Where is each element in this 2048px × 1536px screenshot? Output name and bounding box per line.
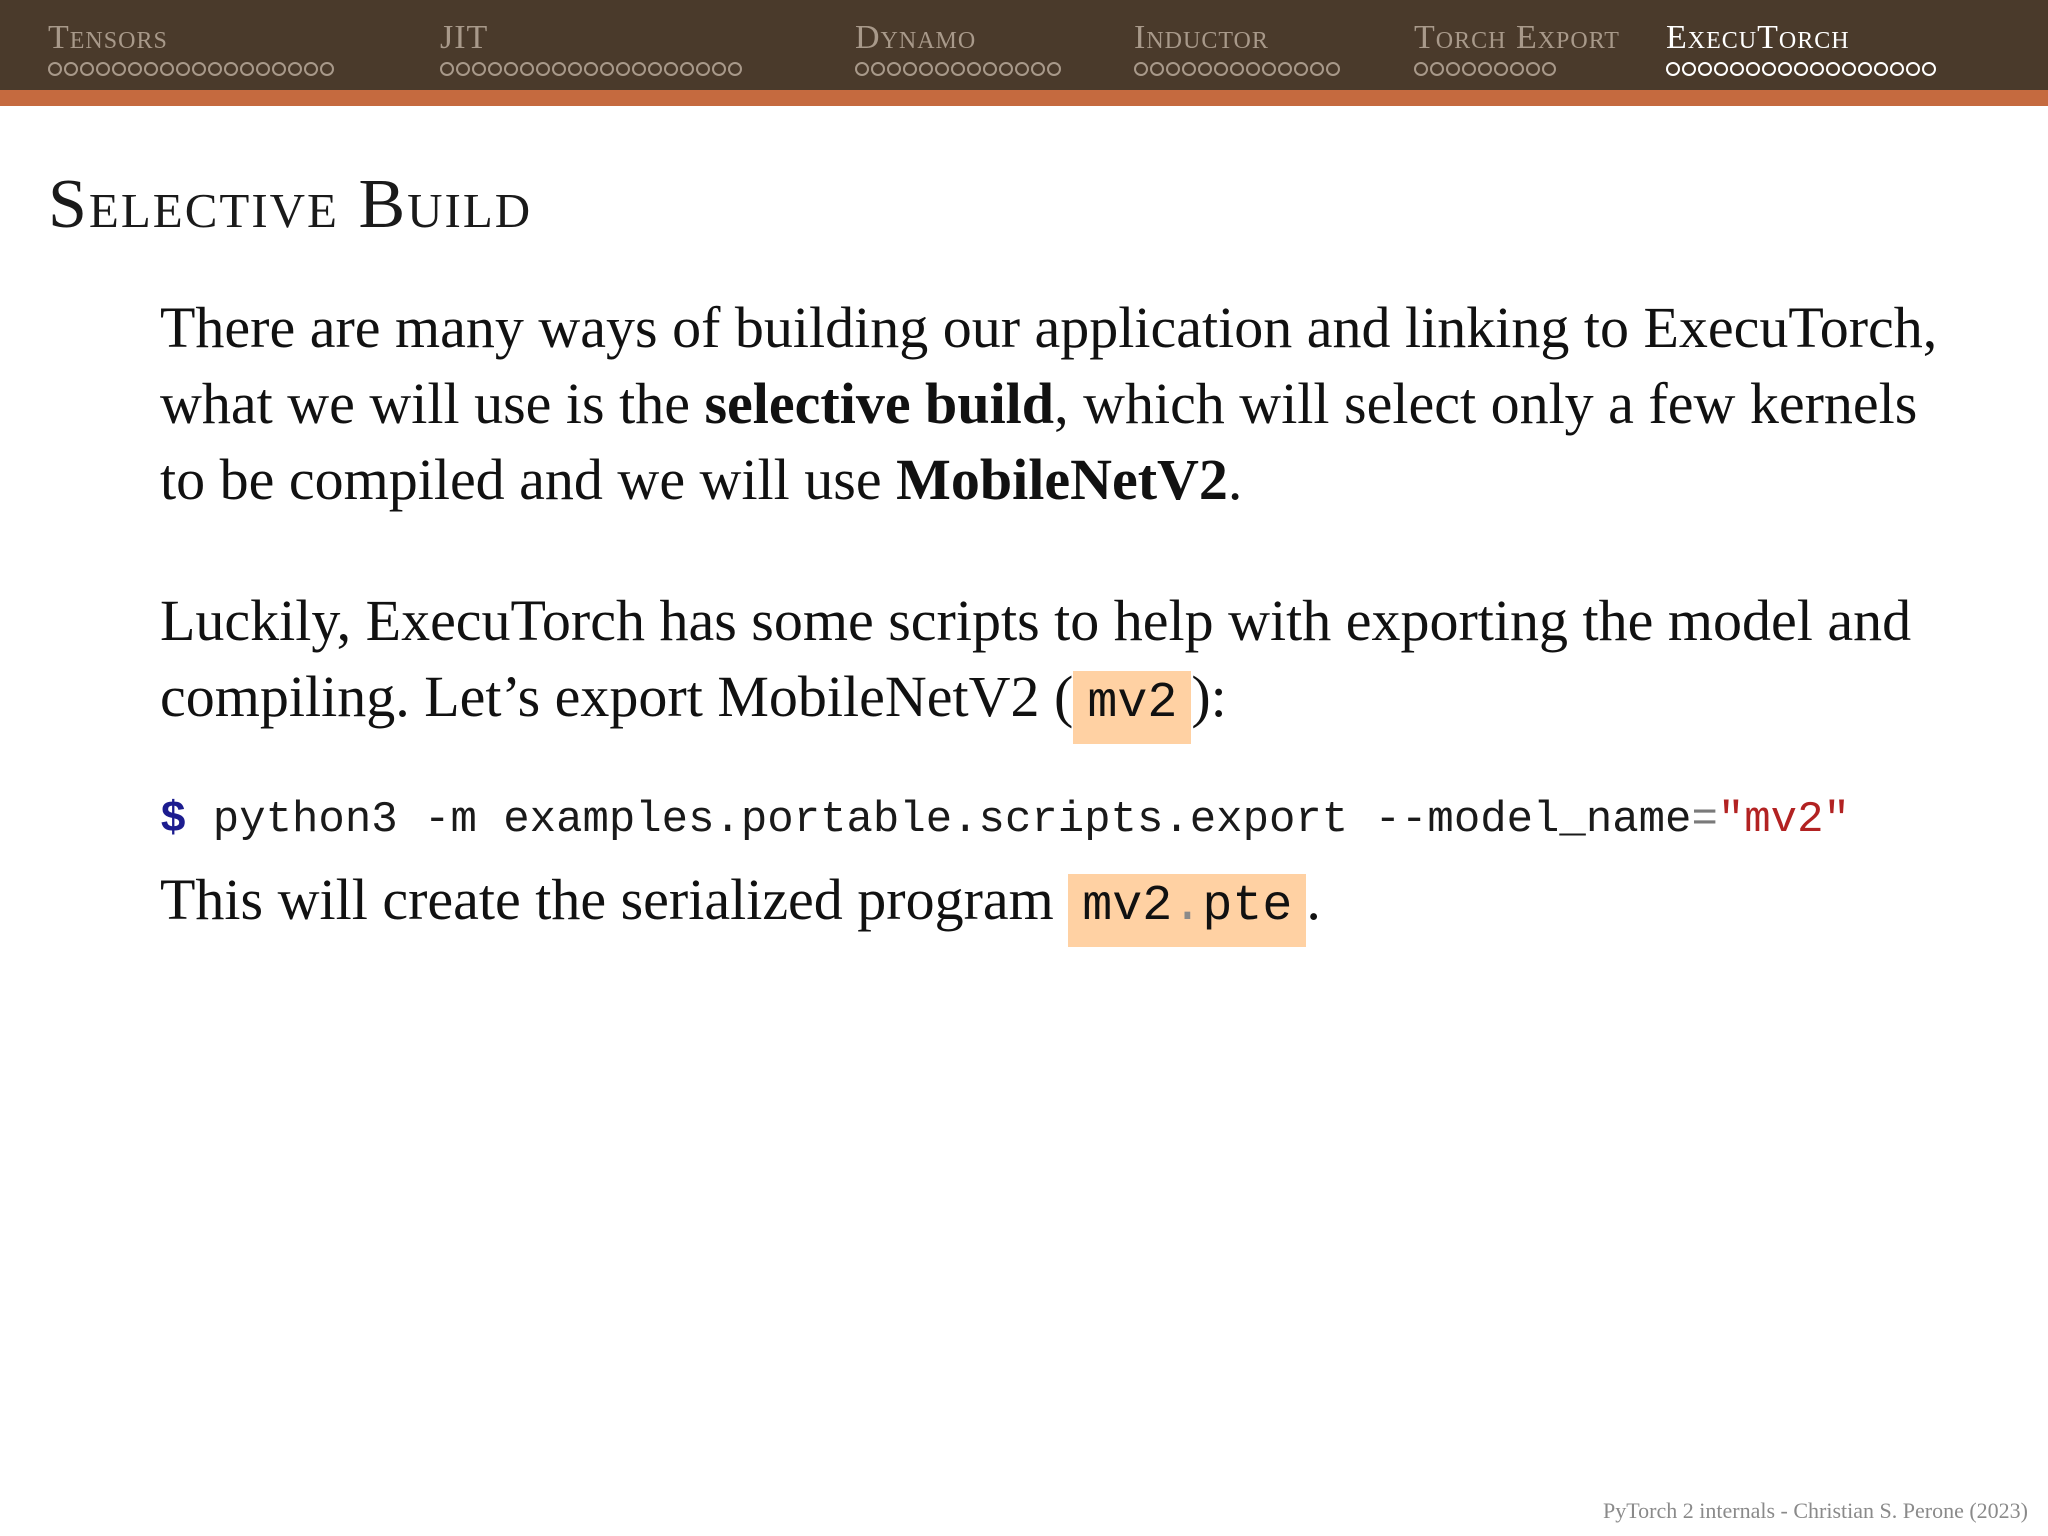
nav-dot-icon[interactable]	[871, 62, 885, 76]
nav-dot-icon[interactable]	[584, 62, 598, 76]
paragraph-text: There are many ways of building our application and linking to ExecuTorch, what we will use is the	[160, 295, 1938, 436]
nav-dot-icon[interactable]	[536, 62, 550, 76]
nav-dot-icon[interactable]	[64, 62, 78, 76]
slide-title: Selective Build	[48, 166, 533, 243]
nav-dot-icon[interactable]	[80, 62, 94, 76]
nav-progress-dots	[1134, 62, 1409, 76]
nav-dot-icon[interactable]	[1526, 62, 1540, 76]
nav-dot-icon[interactable]	[1230, 62, 1244, 76]
nav-dot-icon[interactable]	[568, 62, 582, 76]
paragraph-text: This will create the serialized program	[160, 867, 1069, 932]
nav-dot-icon[interactable]	[1031, 62, 1045, 76]
nav-dot-icon[interactable]	[1278, 62, 1292, 76]
nav-dot-icon[interactable]	[728, 62, 742, 76]
nav-dot-icon[interactable]	[1414, 62, 1428, 76]
nav-dot-icon[interactable]	[552, 62, 566, 76]
inline-code-mv2-pte	[1068, 874, 1306, 947]
paragraph-intro	[160, 290, 1960, 518]
nav-dot-icon[interactable]	[1842, 62, 1856, 76]
nav-dot-icon[interactable]	[1730, 62, 1744, 76]
paragraph-text: , which will select only a few kernels to be compiled and we will use	[160, 371, 1918, 512]
nav-dot-icon[interactable]	[1510, 62, 1524, 76]
nav-dot-icon[interactable]	[520, 62, 534, 76]
nav-dot-icon[interactable]	[919, 62, 933, 76]
nav-dot-icon[interactable]	[1214, 62, 1228, 76]
code-part: mv2	[1082, 878, 1173, 935]
nav-dot-icon[interactable]	[488, 62, 502, 76]
nav-dot-icon[interactable]	[1198, 62, 1212, 76]
nav-dot-icon[interactable]	[1462, 62, 1476, 76]
nav-dot-icon[interactable]	[1134, 62, 1148, 76]
nav-dot-icon[interactable]	[664, 62, 678, 76]
nav-label-tensors[interactable]: Tensors	[48, 19, 168, 56]
nav-dot-icon[interactable]	[456, 62, 470, 76]
paragraph-text: ):	[1191, 664, 1227, 729]
nav-section-tensors[interactable]	[48, 18, 428, 90]
code-part: pte	[1202, 878, 1293, 935]
nav-dot-icon[interactable]	[1906, 62, 1920, 76]
nav-dot-icon[interactable]	[999, 62, 1013, 76]
nav-section-jit[interactable]	[440, 18, 850, 90]
nav-dot-icon[interactable]	[192, 62, 206, 76]
nav-dot-icon[interactable]	[1166, 62, 1180, 76]
nav-dot-icon[interactable]	[712, 62, 726, 76]
nav-dot-icon[interactable]	[1746, 62, 1760, 76]
nav-dot-icon[interactable]	[128, 62, 142, 76]
nav-dot-icon[interactable]	[887, 62, 901, 76]
nav-dot-icon[interactable]	[648, 62, 662, 76]
nav-dot-icon[interactable]	[1446, 62, 1460, 76]
nav-dot-icon[interactable]	[616, 62, 630, 76]
nav-dot-icon[interactable]	[855, 62, 869, 76]
nav-dot-icon[interactable]	[951, 62, 965, 76]
nav-label-torch-export[interactable]: Torch Export	[1414, 19, 1620, 56]
nav-dot-icon[interactable]	[1182, 62, 1196, 76]
nav-dot-icon[interactable]	[256, 62, 270, 76]
nav-dot-icon[interactable]	[1714, 62, 1728, 76]
nav-progress-dots	[1666, 62, 2048, 76]
paragraph-text: Luckily, ExecuTorch has some scripts to help with exporting the model and compiling. Let’s export MobileNetV2 (	[160, 588, 1912, 729]
nav-dot-icon[interactable]	[600, 62, 614, 76]
nav-dot-icon[interactable]	[1430, 62, 1444, 76]
nav-dot-icon[interactable]	[1015, 62, 1029, 76]
shell-prompt: $	[160, 795, 187, 845]
nav-dot-icon[interactable]	[96, 62, 110, 76]
nav-dot-icon[interactable]	[967, 62, 981, 76]
nav-dot-icon[interactable]	[903, 62, 917, 76]
slide-content	[160, 290, 1960, 945]
navigation-accent-stripe	[0, 90, 2048, 106]
nav-dot-icon[interactable]	[1150, 62, 1164, 76]
nav-dot-icon[interactable]	[160, 62, 174, 76]
emphasis-selective-build: selective build	[704, 371, 1055, 436]
nav-dot-icon[interactable]	[320, 62, 334, 76]
nav-progress-dots	[1414, 62, 1664, 76]
nav-dot-icon[interactable]	[440, 62, 454, 76]
nav-dot-icon[interactable]	[304, 62, 318, 76]
nav-dot-icon[interactable]	[1294, 62, 1308, 76]
nav-dot-icon[interactable]	[1922, 62, 1936, 76]
nav-dot-icon[interactable]	[1794, 62, 1808, 76]
nav-label-executorch[interactable]: ExecuTorch	[1666, 19, 1850, 56]
paragraph-text: .	[1227, 447, 1243, 512]
nav-dot-icon[interactable]	[983, 62, 997, 76]
nav-dot-icon[interactable]	[680, 62, 694, 76]
shell-command-body: python3 -m examples.portable.scripts.export --model_name	[186, 795, 1692, 845]
nav-dot-icon[interactable]	[1310, 62, 1324, 76]
nav-dot-icon[interactable]	[504, 62, 518, 76]
inline-code-mv2: mv2	[1073, 671, 1191, 744]
shell-string-value: "mv2"	[1717, 795, 1850, 845]
nav-dot-icon[interactable]	[1478, 62, 1492, 76]
nav-dot-icon[interactable]	[224, 62, 238, 76]
nav-dot-icon[interactable]	[1778, 62, 1792, 76]
code-dot: .	[1172, 878, 1203, 935]
nav-dot-icon[interactable]	[696, 62, 710, 76]
nav-dot-icon[interactable]	[472, 62, 486, 76]
nav-dot-icon[interactable]	[1262, 62, 1276, 76]
nav-dot-icon[interactable]	[208, 62, 222, 76]
nav-dot-icon[interactable]	[176, 62, 190, 76]
nav-dot-icon[interactable]	[1246, 62, 1260, 76]
nav-dot-icon[interactable]	[240, 62, 254, 76]
nav-dot-icon[interactable]	[1047, 62, 1061, 76]
paragraph-output	[160, 862, 1960, 945]
nav-dot-icon[interactable]	[1874, 62, 1888, 76]
nav-dot-icon[interactable]	[1698, 62, 1712, 76]
nav-dot-icon[interactable]	[632, 62, 646, 76]
paragraph-scripts	[160, 583, 1960, 742]
nav-dot-icon[interactable]	[935, 62, 949, 76]
nav-dot-icon[interactable]	[1542, 62, 1556, 76]
nav-dot-icon[interactable]	[1494, 62, 1508, 76]
nav-dot-icon[interactable]	[1810, 62, 1824, 76]
nav-dot-icon[interactable]	[144, 62, 158, 76]
footer-credit: PyTorch 2 internals - Christian S. Perone (2023)	[1603, 1498, 2028, 1523]
nav-progress-dots	[48, 62, 428, 76]
navigation-bar	[0, 0, 2048, 90]
shell-equals: =	[1691, 795, 1718, 845]
shell-command	[160, 792, 1960, 848]
nav-dot-icon[interactable]	[272, 62, 286, 76]
nav-dot-icon[interactable]	[1762, 62, 1776, 76]
nav-dot-icon[interactable]	[1326, 62, 1340, 76]
nav-label-inductor[interactable]: Inductor	[1134, 19, 1269, 56]
nav-progress-dots	[440, 62, 850, 76]
nav-section-torch-export[interactable]	[1414, 18, 1664, 90]
nav-section-dynamo[interactable]	[855, 18, 1130, 90]
nav-label-jit[interactable]: JIT	[440, 19, 489, 56]
emphasis-mobilenetv2: MobileNetV2	[896, 447, 1228, 512]
nav-dot-icon[interactable]	[1890, 62, 1904, 76]
nav-dot-icon[interactable]	[1858, 62, 1872, 76]
nav-dot-icon[interactable]	[112, 62, 126, 76]
paragraph-text: .	[1306, 867, 1321, 932]
nav-section-executorch[interactable]	[1666, 18, 2048, 90]
nav-dot-icon[interactable]	[1666, 62, 1680, 76]
nav-dot-icon[interactable]	[288, 62, 302, 76]
nav-label-dynamo[interactable]: Dynamo	[855, 19, 977, 56]
nav-section-inductor[interactable]	[1134, 18, 1409, 90]
nav-dot-icon[interactable]	[1682, 62, 1696, 76]
nav-dot-icon[interactable]	[1826, 62, 1840, 76]
nav-progress-dots	[855, 62, 1130, 76]
nav-dot-icon[interactable]	[48, 62, 62, 76]
